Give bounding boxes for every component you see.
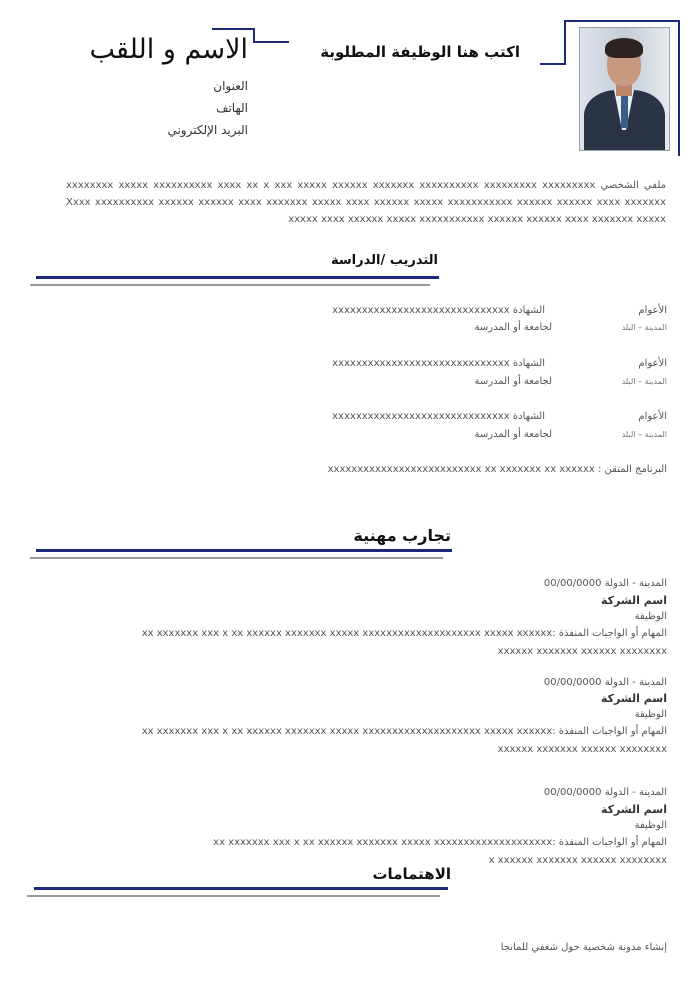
experience-rule-grey (30, 557, 443, 559)
edu-city: المدينة – البلد (621, 377, 667, 386)
address-line: العنوان (213, 79, 248, 93)
exp-company: اسم الشركة (600, 594, 667, 607)
exp-company: اسم الشركة (600, 803, 667, 816)
interests-title: الاهتمامات (372, 865, 451, 883)
edu-years: الأعوام (638, 358, 667, 369)
software-skills: البرنامج المتقن : xxxxxxxxxxxxxxxxxxxxxxxxxx xx xxxxxxx xx xxxxxx (327, 464, 667, 475)
exp-tasks: المهام أو الواجبات المنفذة :xx xxxxxxx xxx x xx xxxxxx xxxxxxx xxxxx xxxxxxxxxxxxxxxxxxxx (213, 837, 667, 848)
edu-degree: الشهادة xxxxxxxxxxxxxxxxxxxxxxxxxxxxxx (332, 358, 545, 369)
header-line-left-lower (253, 41, 289, 43)
exp-tasks-cont: xxxxxx xxxxxxx xxxxxx xxxxxxxx (497, 744, 667, 755)
experience-title: تجارب مهنية (353, 526, 451, 545)
edu-degree: الشهادة xxxxxxxxxxxxxxxxxxxxxxxxxxxxxx (332, 411, 545, 422)
job-title: اكتب هنا الوظيفة المطلوبة (320, 43, 520, 61)
education-title: التدريب /الدراسة (330, 253, 438, 268)
profile-photo (579, 27, 670, 151)
email-line: البريد الإلكتروني (167, 123, 248, 137)
header-line-right-under-title (540, 63, 566, 65)
exp-location-date: المدينة - الدولة 00/00/0000 (543, 578, 667, 589)
exp-location-date: المدينة - الدولة 00/00/0000 (543, 787, 667, 798)
header-line-left (212, 28, 254, 30)
interests-rule-grey (27, 895, 440, 897)
exp-tasks: المهام أو الواجبات المنفذة :xx xxxxxxx xxx x xx xxxxxx xxxxxxx xxxxx xxxxxxxxxxxxxxxxxxxx xxxxx xxxxxx (141, 726, 667, 737)
full-name: الاسم و اللقب (89, 34, 248, 65)
exp-role: الوظيفة (634, 820, 667, 831)
exp-tasks: المهام أو الواجبات المنفذة :xx xxxxxxx xxx x xx xxxxxx xxxxxxx xxxxx xxxxxxxxxxxxxxxxxxxx xxxxx xxxxxx (141, 628, 667, 639)
edu-school: لجامعة أو المدرسة (474, 322, 552, 333)
exp-tasks-cont: x xxxxxx xxxxxxx xxxxxx xxxxxxxx (488, 855, 667, 866)
header-line-right-side (678, 20, 680, 156)
experience-rule-navy (36, 549, 452, 552)
exp-tasks-cont: xxxxxx xxxxxxx xxxxxx xxxxxxxx (497, 646, 667, 657)
edu-city: المدينة – البلد (621, 323, 667, 332)
interests-text: إنشاء مدونة شخصية حول شغفي للمانجا (500, 942, 667, 953)
education-rule-grey (30, 284, 430, 286)
interests-rule-navy (34, 887, 448, 890)
header-line-right-top (564, 20, 680, 22)
exp-company: اسم الشركة (600, 692, 667, 705)
header-line-left-drop (253, 28, 255, 42)
edu-school: لجامعة أو المدرسة (474, 429, 552, 440)
exp-role: الوظيفة (634, 611, 667, 622)
edu-years: الأعوام (638, 411, 667, 422)
profile-summary: ملفي الشخصي xxxxxxxx xxxxx xxxxxxxxxx xxxx xx x xxx xxxxx xxxxxx xxxxxxx xxxxxxxxxx xxxxxxxxx xxxxxxxxx Xxxx xxxxxxxxxx xxxxxx xxxxxx xxxx xxxxxxx xxxxx xxxx xxxxxx xxxxx xxxxxxxxxxx xxxxxx xxxxxx xxxx xxxxxxx xxxxx xxxx xxxxxx xxxxx xxxxxxxxxxx xxxxxx xxxxxx xxxx xxxxxxx xxxxx (66, 180, 666, 225)
phone-line: الهاتف (216, 101, 248, 115)
header-line-right-inner (564, 20, 566, 64)
edu-degree: الشهادة xxxxxxxxxxxxxxxxxxxxxxxxxxxxxx (332, 305, 545, 316)
edu-school: لجامعة أو المدرسة (474, 376, 552, 387)
exp-location-date: المدينة - الدولة 00/00/0000 (543, 677, 667, 688)
edu-years: الأعوام (638, 305, 667, 316)
education-rule-navy (36, 276, 439, 279)
edu-city: المدينة – البلد (621, 430, 667, 439)
exp-role: الوظيفة (634, 709, 667, 720)
